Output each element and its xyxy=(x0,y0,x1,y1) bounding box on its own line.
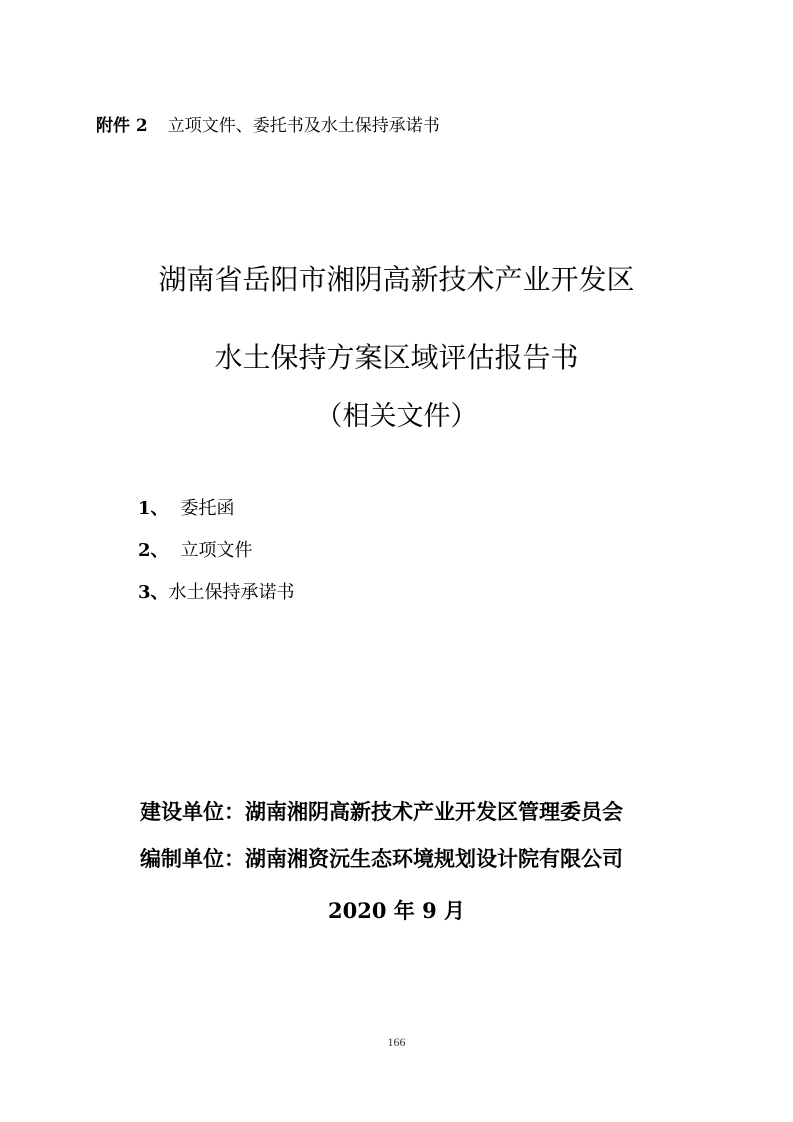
report-date: 2020 年 9 月 xyxy=(328,898,465,923)
builder-unit: 建设单位：湖南湘阴高新技术产业开发区管理委员会 xyxy=(140,799,623,824)
attachment-title: 立项文件、委托书及水土保持承诺书 xyxy=(167,116,440,136)
contents-text: 水土保持承诺书 xyxy=(168,582,295,603)
contents-index: 2、 xyxy=(138,540,169,561)
contents-index: 3、 xyxy=(138,582,169,603)
report-title-line-1: 湖南省岳阳市湘阴高新技术产业开发区 xyxy=(158,263,635,296)
contents-text: 立项文件 xyxy=(180,540,253,561)
attachment-label: 附件 2 xyxy=(96,116,148,136)
page-number: 166 xyxy=(387,1035,406,1049)
attachment-heading xyxy=(96,114,440,138)
contents-item xyxy=(138,539,253,563)
compiler-unit: 编制单位：湖南湘资沅生态环境规划设计院有限公司 xyxy=(140,846,623,871)
report-title-line-3: （相关文件） xyxy=(315,401,478,432)
contents-text: 委托函 xyxy=(180,498,235,519)
contents-index: 1、 xyxy=(138,498,169,519)
contents-item xyxy=(138,497,235,521)
report-title-line-2: 水土保持方案区域评估报告书 xyxy=(214,341,579,374)
contents-item xyxy=(138,581,295,605)
